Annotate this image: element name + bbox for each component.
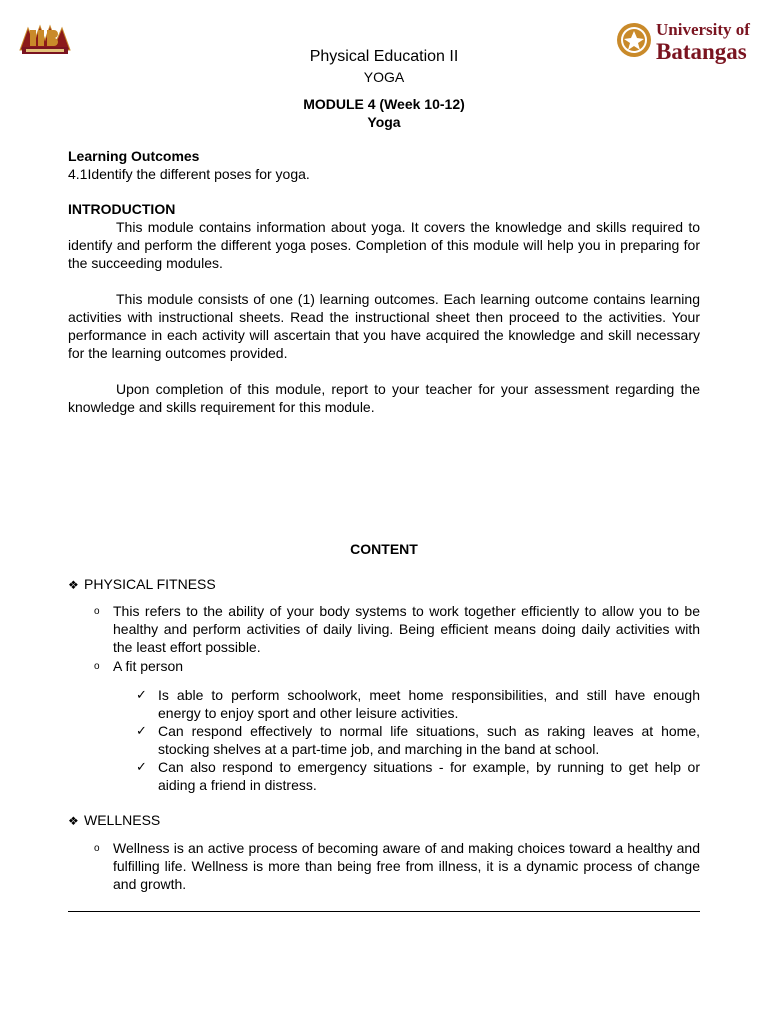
check-mark-icon: ✓: [136, 759, 147, 774]
circle-bullet-icon: o: [94, 606, 100, 617]
introduction-paragraph-3: Upon completion of this module, report to your teacher for your assessment regarding the knowledge and skills requirement for this module.: [68, 381, 700, 415]
physical-fitness-heading: [68, 575, 216, 594]
fit-person-trait-1: Is able to perform schoolwork, meet home responsibilities, and still have enough energy to enjoy sport and other leisure activities.: [158, 687, 700, 721]
fit-person-label: A fit person: [113, 658, 184, 674]
fit-person-trait-2: Can respond effectively to normal life situations, such as raking leaves at home, stocking shelves at a part-time job, and marching in the band at school.: [158, 723, 700, 757]
circle-bullet-icon: o: [94, 661, 100, 672]
module-topic: Yoga: [367, 114, 401, 130]
introduction-heading-block: [68, 200, 700, 218]
learning-outcomes-section: [68, 147, 700, 183]
diamond-bullet-icon: ❖: [68, 814, 79, 828]
introduction-paragraph-2: This module consists of one (1) learning outcomes. Each learning outcome contains learning activities with instructional sheets. Read the instructional sheet then proceed to the activities. Your performance in each activity will ascertain that you have acquired the knowledge and skill necessary for the learning outcomes provided.: [68, 291, 700, 361]
footer-divider: [68, 911, 700, 912]
list-item: [136, 686, 700, 722]
check-mark-icon: ✓: [136, 687, 147, 702]
university-name-line1: University of: [656, 20, 750, 39]
content-heading: CONTENT: [350, 541, 418, 557]
wellness-label: WELLNESS: [84, 812, 161, 828]
course-title: Physical Education II: [309, 48, 459, 65]
physical-fitness-definition: This refers to the ability of your body systems to work together efficiently to allow you to be healthy and perform activities of daily living. Being efficient means doing daily activities with the least effort possible.: [113, 603, 700, 655]
circle-bullet-icon: o: [94, 843, 100, 854]
physical-fitness-label: PHYSICAL FITNESS: [84, 576, 216, 592]
diamond-bullet-icon: ❖: [68, 578, 79, 592]
learning-outcome-item: 4.1Identify the different poses for yoga.: [68, 166, 310, 182]
module-title: MODULE 4 (Week 10-12): [303, 96, 465, 112]
university-name-line2: Batangas: [656, 39, 747, 64]
list-item: [94, 839, 700, 893]
list-item: [94, 657, 700, 675]
list-item: [136, 758, 700, 794]
list-item: [136, 722, 700, 758]
introduction-heading: INTRODUCTION: [68, 201, 176, 217]
wellness-definition: Wellness is an active process of becoming aware of and making choices toward a healthy and fulfilling life. Wellness is more than being free from illness, it is a dynamic process of change and growth.: [113, 840, 700, 892]
check-mark-icon: ✓: [136, 723, 147, 738]
wellness-heading: [68, 811, 160, 830]
fit-person-trait-3: Can also respond to emergency situations - for example, by running to get help or aiding a friend in distress.: [158, 759, 700, 793]
introduction-paragraph-1: This module contains information about yoga. It covers the knowledge and skills required to identify and perform the different yoga poses. Completion of this module will help you in preparing for the succeeding modules.: [68, 219, 700, 271]
list-item: [94, 602, 700, 656]
learning-outcomes-heading: Learning Outcomes: [68, 148, 200, 164]
course-topic: YOGA: [363, 69, 405, 85]
